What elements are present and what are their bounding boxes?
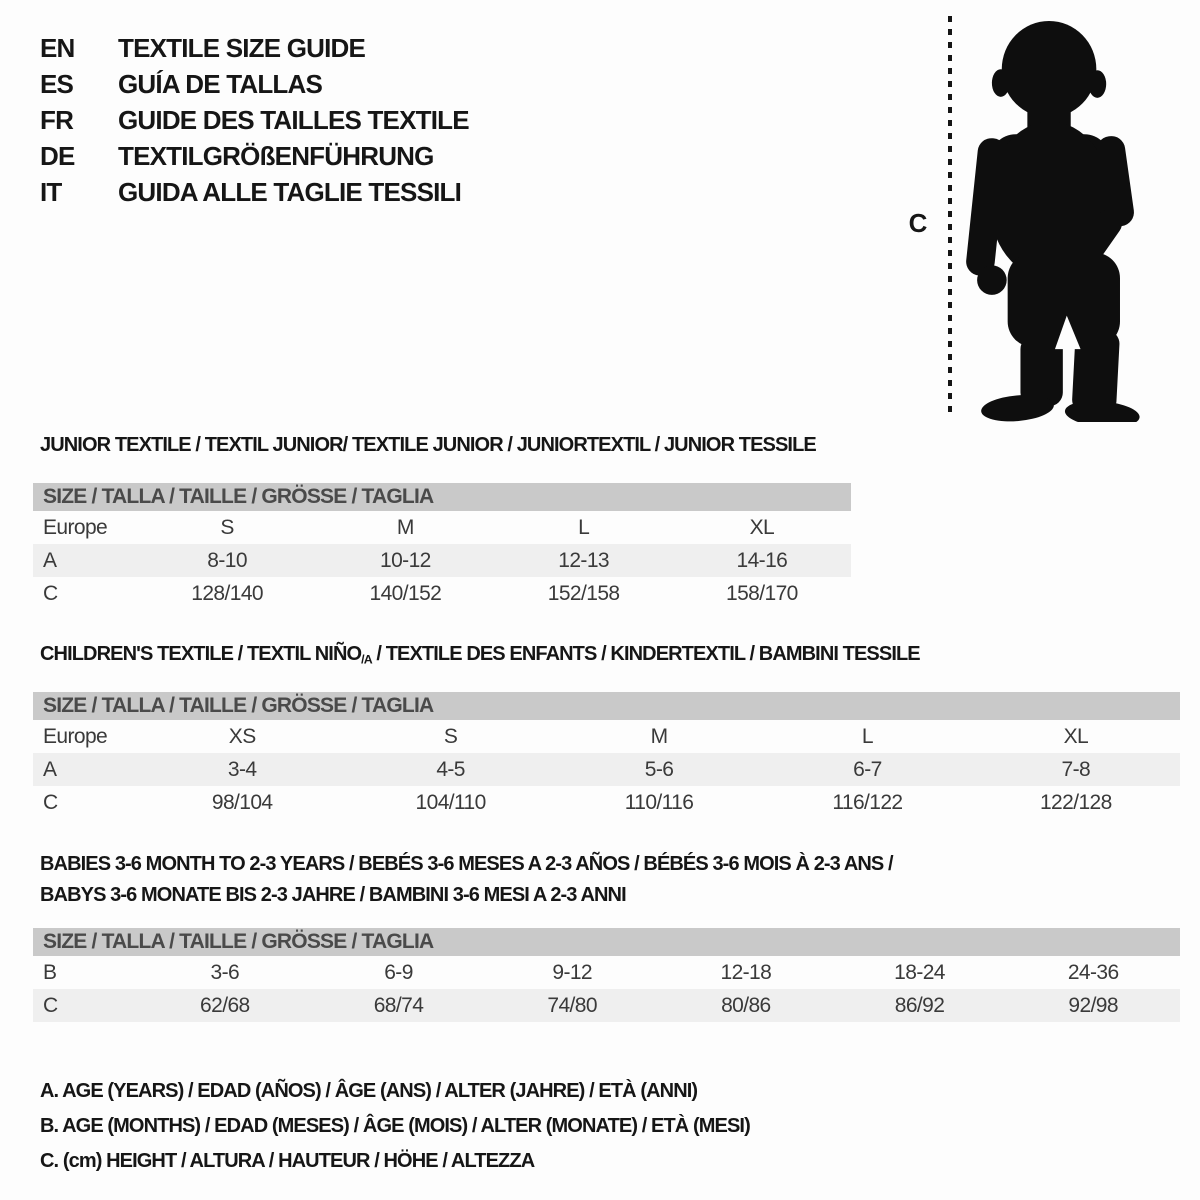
table-cell: 12-18	[720, 961, 772, 984]
table-cell: 5-6	[644, 758, 674, 781]
table-cell: 122/128	[1039, 791, 1112, 814]
table-cell: 92/98	[1068, 994, 1118, 1017]
table-cell: 3-6	[210, 961, 240, 984]
guide-title: TEXTILGRÖßENFÜHRUNG	[118, 140, 434, 171]
table-row	[33, 753, 1180, 786]
table-cell: XL	[749, 516, 775, 539]
section-title-junior: JUNIOR TEXTILE / TEXTIL JUNIOR/ TEXTILE JUNIOR / JUNIORTEXTIL / JUNIOR TESSILE	[40, 434, 816, 456]
table-cell: 6-9	[384, 961, 413, 984]
language-code: IT	[40, 176, 62, 207]
table-cell: XS	[228, 725, 256, 748]
footnote-a: A. AGE (YEARS) / EDAD (AÑOS) / ÂGE (ANS) / ALTER (JAHRE) / ETÀ (ANNI)	[40, 1080, 698, 1102]
section-title-babies-line1: BABIES 3-6 MONTH TO 2-3 YEARS / BEBÉS 3-6 MESES A 2-3 AÑOS / BÉBÉS 3-6 MOIS À 2-3 ANS /	[40, 853, 893, 875]
guide-title: GUÍA DE TALLAS	[118, 68, 323, 99]
table-cell: 110/116	[624, 791, 694, 814]
table-cell: 8-10	[207, 549, 247, 572]
row-label: B	[43, 961, 57, 984]
table-cell: 62/68	[200, 994, 250, 1017]
guide-title: TEXTILE SIZE GUIDE	[118, 32, 366, 63]
row-label: Europe	[43, 516, 108, 539]
language-row	[40, 138, 469, 174]
guide-title: GUIDA ALLE TAGLIE TESSILI	[118, 176, 462, 207]
table-row	[33, 511, 851, 544]
section-title-subscript: /A	[361, 652, 372, 667]
table-cell: 80/86	[721, 994, 771, 1017]
height-measure-label: C	[908, 208, 928, 238]
language-row	[40, 66, 469, 102]
row-label: C	[43, 791, 58, 814]
table-cell: 86/92	[894, 994, 945, 1017]
table-cell: 152/158	[547, 582, 620, 605]
table-cell: 6-7	[853, 758, 882, 781]
language-code: EN	[40, 32, 75, 63]
row-label: A	[43, 758, 57, 781]
section-title-part: / TEXTILE DES ENFANTS / KINDERTEXTIL / BAMBINI TESSILE	[371, 643, 920, 665]
table-cell: L	[578, 516, 590, 539]
guide-title: GUIDE DES TAILLES TEXTILE	[118, 104, 469, 135]
toddler-silhouette-figure	[956, 18, 1148, 422]
table-cell: 68/74	[373, 994, 424, 1017]
table-cell: 140/152	[369, 582, 442, 605]
language-code: FR	[40, 104, 74, 135]
table-row	[33, 544, 851, 577]
language-code: ES	[40, 68, 74, 99]
language-row	[40, 174, 469, 210]
table-cell: 12-13	[558, 549, 609, 572]
section-title-children	[40, 643, 920, 666]
language-code: DE	[40, 140, 75, 171]
table-cell: 4-5	[436, 758, 465, 781]
table-cell: 9-12	[552, 961, 592, 984]
table-row	[33, 956, 1180, 989]
junior-size-table	[33, 483, 851, 610]
table-row	[33, 720, 1180, 753]
table-cell: S	[220, 516, 234, 539]
table-header-size: SIZE / TALLA / TAILLE / GRÖSSE / TAGLIA	[33, 483, 851, 511]
table-cell: 18-24	[894, 961, 945, 984]
table-cell: 98/104	[211, 791, 273, 814]
table-header-size: SIZE / TALLA / TAILLE / GRÖSSE / TAGLIA	[33, 692, 1180, 720]
language-row	[40, 102, 469, 138]
table-header-size: SIZE / TALLA / TAILLE / GRÖSSE / TAGLIA	[33, 928, 1180, 956]
section-title-part: CHILDREN'S TEXTILE / TEXTIL NIÑO	[40, 643, 362, 665]
footnotes	[40, 1074, 750, 1179]
table-row	[33, 577, 851, 610]
table-row	[33, 989, 1180, 1022]
table-cell: XL	[1063, 725, 1089, 748]
table-cell: 14-16	[736, 549, 788, 572]
row-label: A	[43, 549, 57, 572]
table-cell: 104/110	[415, 791, 486, 814]
row-label: C	[43, 582, 58, 605]
table-cell: M	[650, 725, 668, 748]
table-cell: 116/122	[832, 791, 903, 814]
table-cell: 74/80	[547, 994, 597, 1017]
table-cell: 10-12	[380, 549, 431, 572]
footnote-c: C. (cm) HEIGHT / ALTURA / HAUTEUR / HÖHE / ALTEZZA	[40, 1150, 535, 1172]
table-cell: 3-4	[227, 758, 257, 781]
table-row	[33, 786, 1180, 819]
table-cell: 24-36	[1067, 961, 1119, 984]
row-label: C	[43, 994, 58, 1017]
language-title-list	[40, 30, 469, 210]
table-cell: 7-8	[1061, 758, 1091, 781]
children-size-table	[33, 692, 1180, 819]
table-cell: S	[443, 725, 458, 748]
section-title-babies-line2: BABYS 3-6 MONATE BIS 2-3 JAHRE / BAMBINI 3-6 MESI A 2-3 ANNI	[40, 884, 626, 906]
table-cell: M	[396, 516, 414, 539]
height-dashed-line	[948, 16, 952, 416]
table-cell: L	[861, 725, 873, 748]
language-row	[40, 30, 469, 66]
table-cell: 158/170	[726, 582, 798, 605]
footnote-b: B. AGE (MONTHS) / EDAD (MESES) / ÂGE (MOIS) / ALTER (MONATE) / ETÀ (MESI)	[40, 1115, 750, 1137]
babies-size-table	[33, 928, 1180, 1022]
row-label: Europe	[43, 725, 108, 748]
table-cell: 128/140	[191, 582, 263, 605]
